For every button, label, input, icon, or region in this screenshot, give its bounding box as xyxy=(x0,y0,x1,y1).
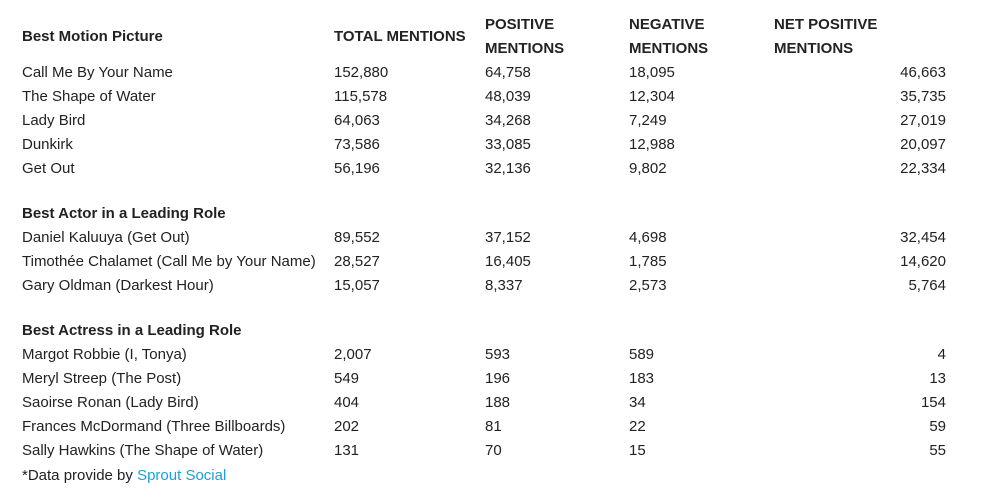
row-positive: 196 xyxy=(485,370,511,387)
row-total: 89,552 xyxy=(334,229,380,246)
row-name: Dunkirk xyxy=(22,136,73,153)
table-row xyxy=(0,250,990,274)
row-net: 59 xyxy=(929,418,946,435)
row-name: Lady Bird xyxy=(22,112,86,129)
sprout-social-link[interactable]: Sprout Social xyxy=(137,467,227,484)
section-title-best-actress: Best Actress in a Leading Role xyxy=(22,322,242,339)
row-positive: 33,085 xyxy=(485,136,531,153)
row-negative: 2,573 xyxy=(629,277,667,294)
header-positive-mentions xyxy=(485,13,605,61)
row-net: 22,334 xyxy=(900,160,946,177)
table-header xyxy=(0,0,990,62)
row-name: Margot Robbie (I, Tonya) xyxy=(22,346,187,363)
row-negative: 4,698 xyxy=(629,229,667,246)
header-net-positive-mentions xyxy=(774,13,914,61)
row-negative: 34 xyxy=(629,394,646,411)
row-negative: 589 xyxy=(629,346,655,363)
row-total: 64,063 xyxy=(334,112,380,129)
table-row xyxy=(0,109,990,133)
header-negative-line2: MENTIONS xyxy=(629,40,709,57)
table-row xyxy=(0,367,990,391)
table-row xyxy=(0,391,990,415)
row-negative: 18,095 xyxy=(629,64,675,81)
row-name: Gary Oldman (Darkest Hour) xyxy=(22,277,214,294)
row-positive: 16,405 xyxy=(485,253,531,270)
header-negative-line1: NEGATIVE xyxy=(629,16,705,33)
header-net-line2: MENTIONS xyxy=(774,40,854,57)
row-positive: 32,136 xyxy=(485,160,531,177)
header-negative-mentions xyxy=(629,13,749,61)
row-positive: 34,268 xyxy=(485,112,531,129)
row-total: 2,007 xyxy=(334,346,372,363)
row-positive: 188 xyxy=(485,394,511,411)
table-row xyxy=(0,274,990,298)
row-name: Frances McDormand (Three Billboards) xyxy=(22,418,286,435)
row-negative: 9,802 xyxy=(629,160,667,177)
row-negative: 7,249 xyxy=(629,112,667,129)
row-net: 55 xyxy=(929,442,946,459)
row-name: Timothée Chalamet (Call Me by Your Name) xyxy=(22,253,316,270)
row-negative: 12,988 xyxy=(629,136,675,153)
row-net: 5,764 xyxy=(908,277,946,294)
table-row xyxy=(0,157,990,181)
table-row xyxy=(0,85,990,109)
row-positive: 593 xyxy=(485,346,511,363)
row-total: 115,578 xyxy=(334,88,388,105)
row-total: 15,057 xyxy=(334,277,380,294)
row-positive: 48,039 xyxy=(485,88,531,105)
row-net: 35,735 xyxy=(900,88,946,105)
row-total: 549 xyxy=(334,370,360,387)
row-negative: 1,785 xyxy=(629,253,667,270)
header-net-line1: NET POSITIVE xyxy=(774,16,878,33)
row-negative: 183 xyxy=(629,370,655,387)
row-name: Sally Hawkins (The Shape of Water) xyxy=(22,442,264,459)
row-positive: 81 xyxy=(485,418,502,435)
row-negative: 22 xyxy=(629,418,646,435)
header-best-motion-picture: Best Motion Picture xyxy=(22,28,163,45)
row-positive: 64,758 xyxy=(485,64,531,81)
row-total: 152,880 xyxy=(334,64,389,81)
row-net: 14,620 xyxy=(900,253,946,270)
row-total: 202 xyxy=(334,418,360,435)
table-row xyxy=(0,439,990,463)
row-total: 404 xyxy=(334,394,360,411)
row-net: 13 xyxy=(929,370,946,387)
section-title-best-actor: Best Actor in a Leading Role xyxy=(22,205,226,222)
footnote-text: *Data provide by xyxy=(22,467,138,484)
row-total: 73,586 xyxy=(334,136,380,153)
header-positive-line2: MENTIONS xyxy=(485,40,565,57)
row-total: 28,527 xyxy=(334,253,380,270)
row-total: 131 xyxy=(334,442,360,459)
row-negative: 12,304 xyxy=(629,88,675,105)
footnote xyxy=(22,464,226,488)
row-net: 46,663 xyxy=(900,64,946,81)
row-total: 56,196 xyxy=(334,160,380,177)
row-name: The Shape of Water xyxy=(22,88,156,105)
row-name: Daniel Kaluuya (Get Out) xyxy=(22,229,190,246)
table-row xyxy=(0,61,990,85)
row-net: 27,019 xyxy=(900,112,946,129)
table-row xyxy=(0,415,990,439)
row-name: Saoirse Ronan (Lady Bird) xyxy=(22,394,199,411)
header-positive-line1: POSITIVE xyxy=(485,16,555,33)
row-net: 32,454 xyxy=(900,229,946,246)
table-row xyxy=(0,133,990,157)
row-positive: 8,337 xyxy=(485,277,523,294)
row-name: Get Out xyxy=(22,160,75,177)
header-total-mentions: TOTAL MENTIONS xyxy=(334,28,466,45)
row-negative: 15 xyxy=(629,442,646,459)
row-net: 20,097 xyxy=(900,136,946,153)
row-positive: 70 xyxy=(485,442,502,459)
row-net: 154 xyxy=(920,394,946,411)
row-positive: 37,152 xyxy=(485,229,531,246)
row-name: Meryl Streep (The Post) xyxy=(22,370,182,387)
table-row xyxy=(0,226,990,250)
row-net: 4 xyxy=(937,346,946,363)
row-name: Call Me By Your Name xyxy=(22,64,173,81)
table-row xyxy=(0,343,990,367)
